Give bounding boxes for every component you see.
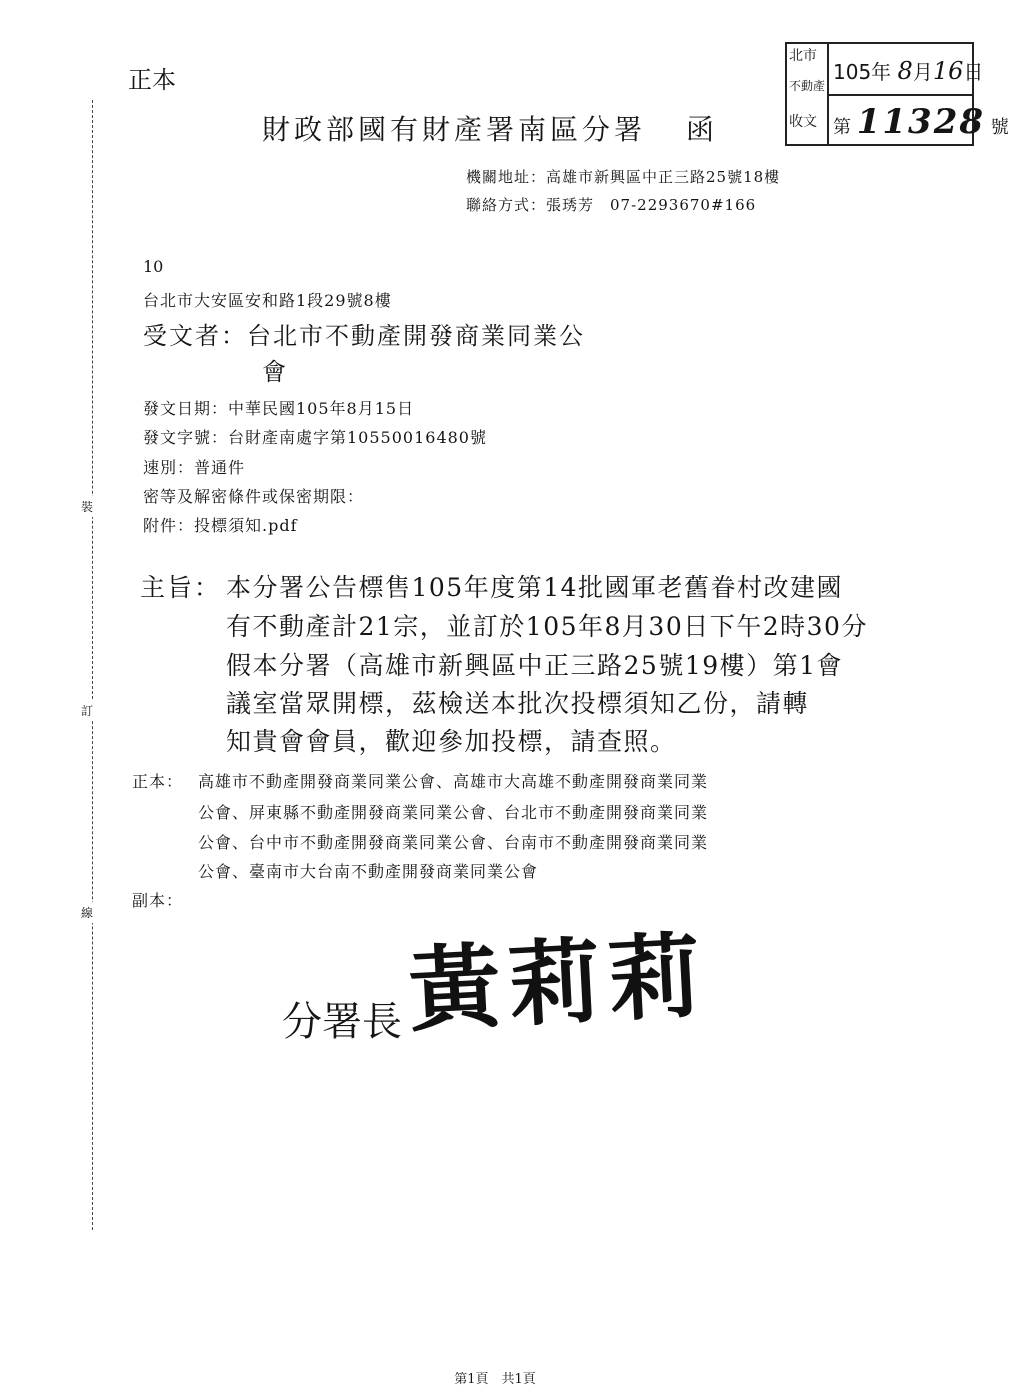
stamp-date bbox=[833, 56, 983, 85]
delivery-speed: 速別：普通件 bbox=[143, 458, 246, 477]
subject-line-5: 知貴會會員，歡迎參加投標，請查照。 bbox=[226, 727, 677, 756]
copy-recipients-label: 副本： bbox=[132, 891, 184, 910]
original-recipients-line-1: 高雄市不動產開發商業同業公會、高雄市大高雄不動產開發商業同業 bbox=[198, 772, 709, 791]
recipient-address: 台北市大安區安和路1段29號8樓 bbox=[143, 291, 392, 310]
director-signature-seal: 黃莉莉 bbox=[405, 921, 712, 1045]
binding-char-ding: 訂 bbox=[81, 700, 93, 721]
agency-name: 財政部國有財產署南區分署 bbox=[262, 113, 647, 146]
agency-contact: 聯絡方式：張琇芳 07-2293670#166 bbox=[466, 196, 757, 214]
stamp-number-suffix: 號 bbox=[990, 117, 1009, 138]
subject-line-4: 議室當眾開標，茲檢送本批次投標須知乙份，請轉 bbox=[226, 689, 810, 718]
stamp-org-line-3: 收文 bbox=[789, 114, 817, 130]
received-stamp bbox=[785, 42, 1009, 146]
stamp-org-line-1: 北市 bbox=[789, 48, 817, 64]
stamp-number bbox=[833, 102, 1009, 142]
secrecy-level: 密等及解密條件或保密期限： bbox=[143, 487, 365, 506]
stamp-year: 105年 bbox=[833, 60, 892, 84]
issue-date: 發文日期：中華民國105年8月15日 bbox=[143, 399, 415, 418]
recipient-zip: 10 bbox=[143, 257, 164, 276]
document-number: 發文字號：台財產南處字第10550016480號 bbox=[143, 428, 487, 447]
page-number: 第1頁 共1頁 bbox=[454, 1372, 536, 1387]
subject-line-3: 假本分署（高雄市新興區中正三路25號19樓）第1會 bbox=[226, 651, 844, 680]
stamp-org-column bbox=[787, 44, 829, 144]
binding-char-xian: 線 bbox=[81, 902, 93, 923]
stamp-day-label: 日 bbox=[963, 60, 984, 84]
stamp-number-prefix: 第 bbox=[833, 117, 851, 138]
subject-label: 主旨： bbox=[140, 573, 222, 602]
stamp-org-line-2: 不動產 bbox=[789, 79, 826, 93]
copy-mark: 正本 bbox=[128, 66, 176, 94]
attachment: 附件：投標須知.pdf bbox=[143, 516, 298, 535]
agency-title bbox=[262, 108, 718, 148]
subject-line-1: 本分署公告標售105年度第14批國軍老舊眷村改建國 bbox=[226, 573, 844, 602]
subject-line-2: 有不動產計21宗，並訂於105年8月30日下午2時30分 bbox=[226, 612, 868, 641]
original-recipients-line-2: 公會、屏東縣不動產開發商業同業公會、台北市不動產開發商業同業 bbox=[198, 803, 709, 822]
agency-address: 機關地址：高雄市新興區中正三路25號18樓 bbox=[466, 168, 781, 186]
document-type: 函 bbox=[686, 113, 719, 146]
recipient-line-2: 會 bbox=[262, 358, 286, 386]
stamp-day: 16 bbox=[932, 57, 964, 85]
binding-char-zhuang: 裝 bbox=[81, 496, 93, 517]
director-title: 分署長 bbox=[282, 999, 402, 1045]
binding-line bbox=[92, 100, 93, 1230]
stamp-divider bbox=[827, 94, 972, 96]
stamp-month-label: 月 bbox=[912, 60, 933, 84]
recipient-line-1: 受文者：台北市不動產開發商業同業公 bbox=[143, 322, 585, 350]
stamp-number-value: 11328 bbox=[856, 102, 986, 142]
original-recipients-line-4: 公會、臺南市大台南不動產開發商業同業公會 bbox=[198, 862, 539, 881]
stamp-month: 8 bbox=[897, 57, 913, 85]
original-recipients-line-3: 公會、台中市不動產開發商業同業公會、台南市不動產開發商業同業 bbox=[198, 833, 709, 852]
original-recipients-label: 正本： bbox=[132, 772, 184, 791]
